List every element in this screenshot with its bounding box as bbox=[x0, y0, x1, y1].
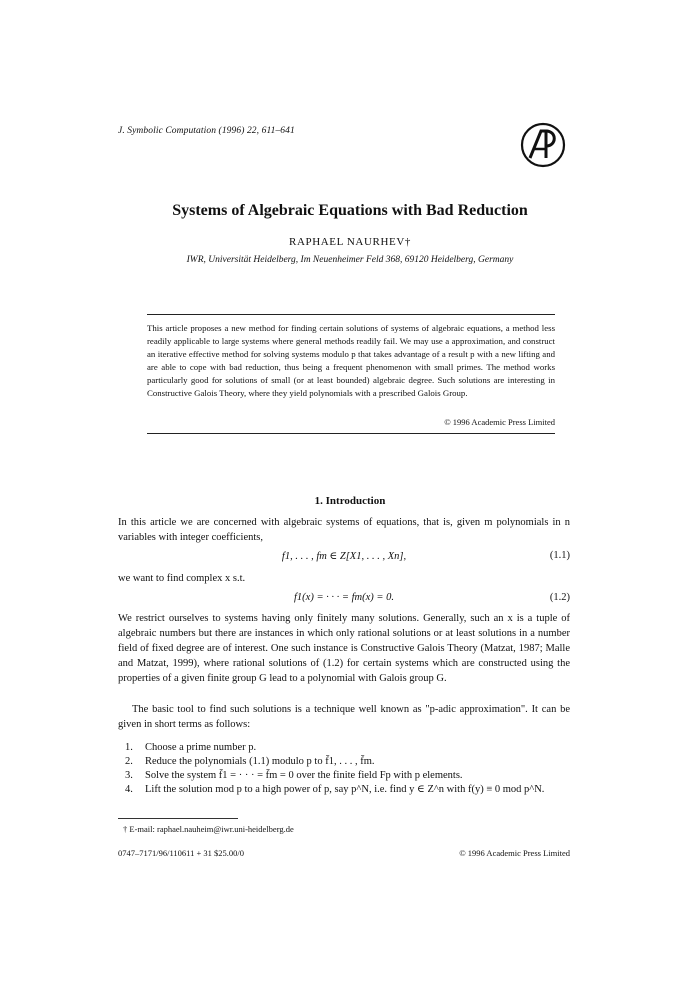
equation-1-1-number: (1.1) bbox=[549, 550, 570, 561]
step-text: Solve the system f̄1 = · · · = f̄m = 0 over the finite field Fp with p elements. bbox=[145, 770, 463, 781]
section-heading: 1. Introduction bbox=[314, 495, 386, 507]
abstract-text: This article proposes a new method for finding certain solutions of systems of algebraic equations, a method less readily applicable to large systems where general methods readily fail. We may use a approximation, and construct an iterative effective method for solving systems modulo p that takes advantage of a result p with a new lifting and are able to cope with bad reduction, thus being a frequent phenomenon with small primes. The method works particularly good for solutions of small (or at least bounded) algebraic degree. Such solutions are interesting in Constructive Galois Theory, where they yield polynomials with a prescribed Galois Group. bbox=[147, 323, 555, 398]
journal-reference: J. Symbolic Computation (1996) 22, 611–641 bbox=[118, 126, 295, 136]
intro-paragraph-4: The basic tool to find such solutions is a technique well known as "p-adic approximation". It can be given in short terms as follows: bbox=[118, 704, 570, 730]
author-name: RAPHAEL NAURHEV† bbox=[289, 236, 411, 248]
intro-paragraph-2: we want to find complex x s.t. bbox=[118, 573, 246, 584]
equation-1-1 bbox=[118, 550, 570, 566]
intro-paragraph-1: In this article we are concerned with algebraic systems of equations, that is, given m polynomials in n variables with integer coefficients, bbox=[118, 517, 570, 543]
author-affiliation: IWR, Universität Heidelberg, Im Neuenheimer Feld 368, 69120 Heidelberg, Germany bbox=[186, 255, 514, 265]
step-text: Reduce the polynomials (1.1) modulo p to f̄1, . . . , f̄m. bbox=[145, 756, 375, 767]
equation-1-2-number: (1.2) bbox=[549, 592, 570, 603]
list-item bbox=[125, 741, 570, 755]
footnote-rule bbox=[118, 818, 238, 819]
footnote-email: † E-mail: raphael.nauheim@iwr.uni-heidelberg.de bbox=[123, 824, 294, 834]
abstract-copyright: © 1996 Academic Press Limited bbox=[444, 417, 555, 427]
equation-1-2 bbox=[118, 592, 570, 608]
list-item bbox=[125, 755, 570, 769]
abstract-bottom-rule bbox=[147, 433, 555, 434]
equation-1-2-expression: f1(x) = · · · = fm(x) = 0. bbox=[294, 592, 394, 603]
publisher-copyright: © 1996 Academic Press Limited bbox=[459, 848, 570, 858]
intro-paragraph-3: We restrict ourselves to systems having only finitely many solutions. Generally, such an x is a tuple of algebraic numbers but there are instances in which only rational solutions or at least solutions in a number field of fixed degree are of interest. One such instance is Constructive Galois Theory (Matzat, 1987; Malle and Matzat, 1999), where rational solutions of (1.2) for certain systems which are constructed using the properties of a given finite group G lead to a polynomial with Galois group G. bbox=[118, 613, 570, 684]
method-steps-list bbox=[125, 741, 570, 797]
equation-1-1-expression: f1, . . . , fm ∈ Z[X1, . . . , Xn], bbox=[281, 551, 407, 562]
list-item bbox=[125, 769, 570, 783]
step-text: Choose a prime number p. bbox=[145, 742, 257, 753]
publisher-logo bbox=[520, 122, 566, 168]
step-number: 2. bbox=[125, 756, 133, 767]
step-number: 4. bbox=[125, 784, 133, 795]
issn-line: 0747–7171/96/110611 + 31 $25.00/0 bbox=[118, 848, 244, 858]
abstract-top-rule bbox=[147, 314, 555, 315]
step-number: 1. bbox=[125, 742, 133, 753]
step-number: 3. bbox=[125, 770, 133, 781]
list-item bbox=[125, 783, 570, 797]
step-text: Lift the solution mod p to a high power of p, say p^N, i.e. find y ∈ Z^n with f(y) ≡ 0 mod p^N. bbox=[145, 784, 545, 795]
paper-title: Systems of Algebraic Equations with Bad Reduction bbox=[172, 202, 528, 219]
